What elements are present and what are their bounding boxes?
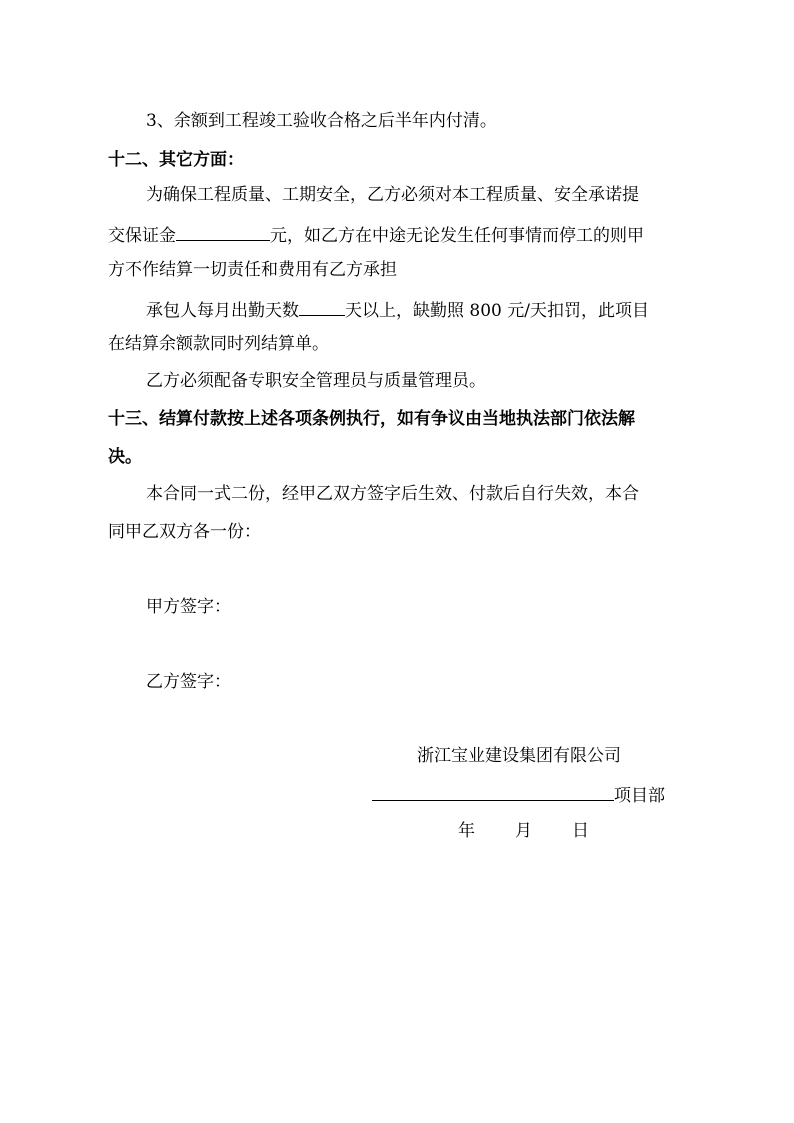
section-13-line1: 十三、结算付款按上述各项条例执行，如有争议由当地执法部门依法解	[108, 409, 635, 429]
date-day: 日	[572, 821, 589, 841]
party-b-signature-label: 乙方签字：	[146, 672, 231, 692]
section-12-para1-line2	[108, 222, 644, 247]
section-12-para1-line1: 为确保工程质量、工期安全，乙方必须对本工程质量、安全承诺提	[146, 185, 639, 205]
attendance-label: 承包人每月出勤天数	[146, 301, 299, 321]
deposit-amount-blank[interactable]	[176, 222, 270, 241]
closing-line2: 同甲乙双方各一份：	[108, 522, 261, 542]
section-12-para2-line2: 在结算余额款同时列结算单。	[108, 334, 329, 354]
payment-item-3: 3、余额到工程竣工验收合格之后半年内付清。	[146, 111, 497, 131]
section-12-para1-line3: 方不作结算一切责任和费用有乙方承担	[108, 260, 397, 280]
section-13-line2: 决。	[108, 447, 142, 467]
attendance-days-blank[interactable]	[299, 297, 345, 316]
section-12-heading: 十二、其它方面：	[108, 150, 244, 170]
project-dept-label: 项目部	[614, 786, 665, 806]
date-month: 月	[515, 821, 532, 841]
project-dept-line	[372, 782, 665, 807]
date-year: 年	[458, 821, 475, 841]
section-12-para3: 乙方必须配备专职安全管理员与质量管理员。	[146, 371, 486, 391]
deposit-label: 交保证金	[108, 226, 176, 246]
company-name: 浙江宝业建设集团有限公司	[417, 746, 621, 766]
party-a-signature-label: 甲方签字：	[146, 597, 231, 617]
attendance-text: 天以上，缺勤照 800 元/天扣罚，此项目	[345, 301, 649, 321]
project-name-blank[interactable]	[372, 782, 614, 801]
section-12-para2-line1	[146, 297, 649, 322]
signing-date	[458, 820, 589, 842]
closing-line1: 本合同一式二份，经甲乙双方签字后生效、付款后自行失效，本合	[146, 484, 639, 504]
deposit-text: 元，如乙方在中途无论发生任何事情而停工的则甲	[270, 226, 644, 246]
